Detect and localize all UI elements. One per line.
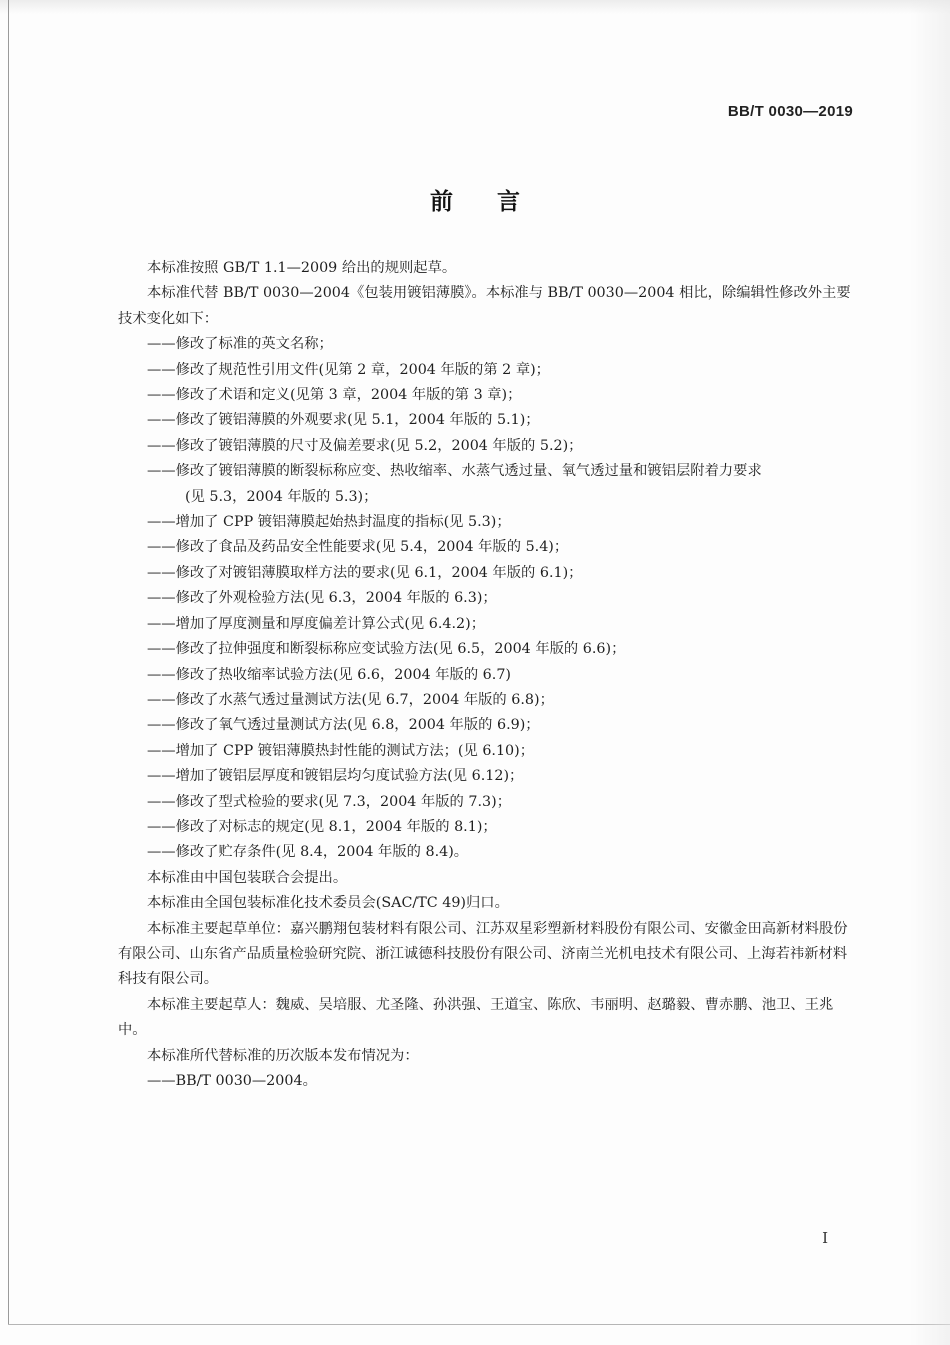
list-item: ——修改了术语和定义(见第 3 章，2004 年版的第 3 章)； [147, 387, 522, 404]
history-item: ——BB/T 0030—2004。 [147, 1073, 317, 1089]
paragraph-under-jurisdiction: 本标准由全国包装标准化技术委员会(SAC/TC 49)归口。 [147, 895, 509, 912]
list-item: ——修改了贮存条件(见 8.4，2004 年版的 8.4)。 [147, 844, 469, 861]
list-item: ——修改了规范性引用文件(见第 2 章，2004 年版的第 2 章)； [147, 361, 550, 378]
list-item: ——修改了热收缩率试验方法(见 6.6，2004 年版的 6.7) [147, 666, 511, 683]
paragraph-drafting-units: 本标准主要起草单位：嘉兴鹏翔包装材料有限公司、江苏双星彩塑新材料股份有限公司、安徽金田高新材料股份有限公司、山东省产品质量检验研究院、浙江诚德科技股份有限公司、济南兰光机电技术有限公司、上海若祎新材料科技有限公司。 [118, 920, 848, 988]
changes-list [118, 332, 854, 866]
list-item: ——修改了对标志的规定(见 8.1，2004 年版的 8.1)； [147, 818, 497, 835]
list-item: ——修改了氧气透过量测试方法(见 6.8，2004 年版的 6.9)； [147, 717, 540, 734]
list-item: ——修改了食品及药品安全性能要求(见 5.4，2004 年版的 5.4)； [147, 539, 569, 556]
list-item: ——增加了 CPP 镀铝薄膜热封性能的测试方法；(见 6.10)； [147, 742, 535, 759]
list-item: ——修改了拉伸强度和断裂标称应变试验方法(见 6.5，2004 年版的 6.6)； [147, 641, 626, 658]
list-item: ——修改了外观检验方法(见 6.3，2004 年版的 6.3)； [147, 590, 497, 607]
list-item: ——修改了镀铝薄膜的尺寸及偏差要求(见 5.2，2004 年版的 5.2)； [147, 437, 583, 454]
paragraph-replaces: 本标准代替 BB/T 0030—2004《包装用镀铝薄膜》。本标准与 BB/T 0030—2004 相比，除编辑性修改外主要技术变化如下： [118, 285, 851, 327]
list-item: ——修改了水蒸气透过量测试方法(见 6.7，2004 年版的 6.8)； [147, 691, 554, 708]
page-number: I [822, 1229, 828, 1247]
list-item: ——修改了对镀铝薄膜取样方法的要求(见 6.1，2004 年版的 6.1)； [147, 564, 583, 581]
list-item: ——修改了镀铝薄膜的外观要求(见 5.1，2004 年版的 5.1)； [147, 412, 540, 429]
list-item: ——增加了 CPP 镀铝薄膜起始热封温度的指标(见 5.3)； [147, 514, 511, 531]
paragraph-history-intro: 本标准所代替标准的历次版本发布情况为： [147, 1047, 419, 1064]
foreword-body [118, 256, 854, 1094]
list-item: ——增加了厚度测量和厚度偏差计算公式(见 6.4.2)； [147, 615, 486, 632]
paragraph-proposed-by: 本标准由中国包装联合会提出。 [147, 869, 348, 886]
list-item: ——增加了镀铝层厚度和镀铝层均匀度试验方法(见 6.12)； [147, 768, 524, 785]
page-bottom-edge [8, 1324, 950, 1325]
paragraph-drafters: 本标准主要起草人：魏威、吴培服、尤圣隆、孙洪强、王道宝、陈欣、韦丽明、赵璐毅、曹赤鹏、池卫、王兆中。 [118, 996, 834, 1039]
list-item-continuation: (见 5.3，2004 年版的 5.3)； [185, 488, 378, 505]
scan-top-shadow [0, 0, 950, 14]
list-item: ——修改了标准的英文名称； [147, 336, 333, 353]
standard-code-header: BB/T 0030—2019 [727, 103, 853, 120]
page-title: 前言 [430, 189, 564, 215]
list-item: ——修改了镀铝薄膜的断裂标称应变、热收缩率、水蒸气透过量、氧气透过量和镀铝层附着力要求 [147, 463, 762, 480]
paragraph-drafting-rules: 本标准按照 GB/T 1.1—2009 给出的规则起草。 [147, 260, 457, 276]
list-item: ——修改了型式检验的要求(见 7.3，2004 年版的 7.3)； [147, 793, 511, 810]
